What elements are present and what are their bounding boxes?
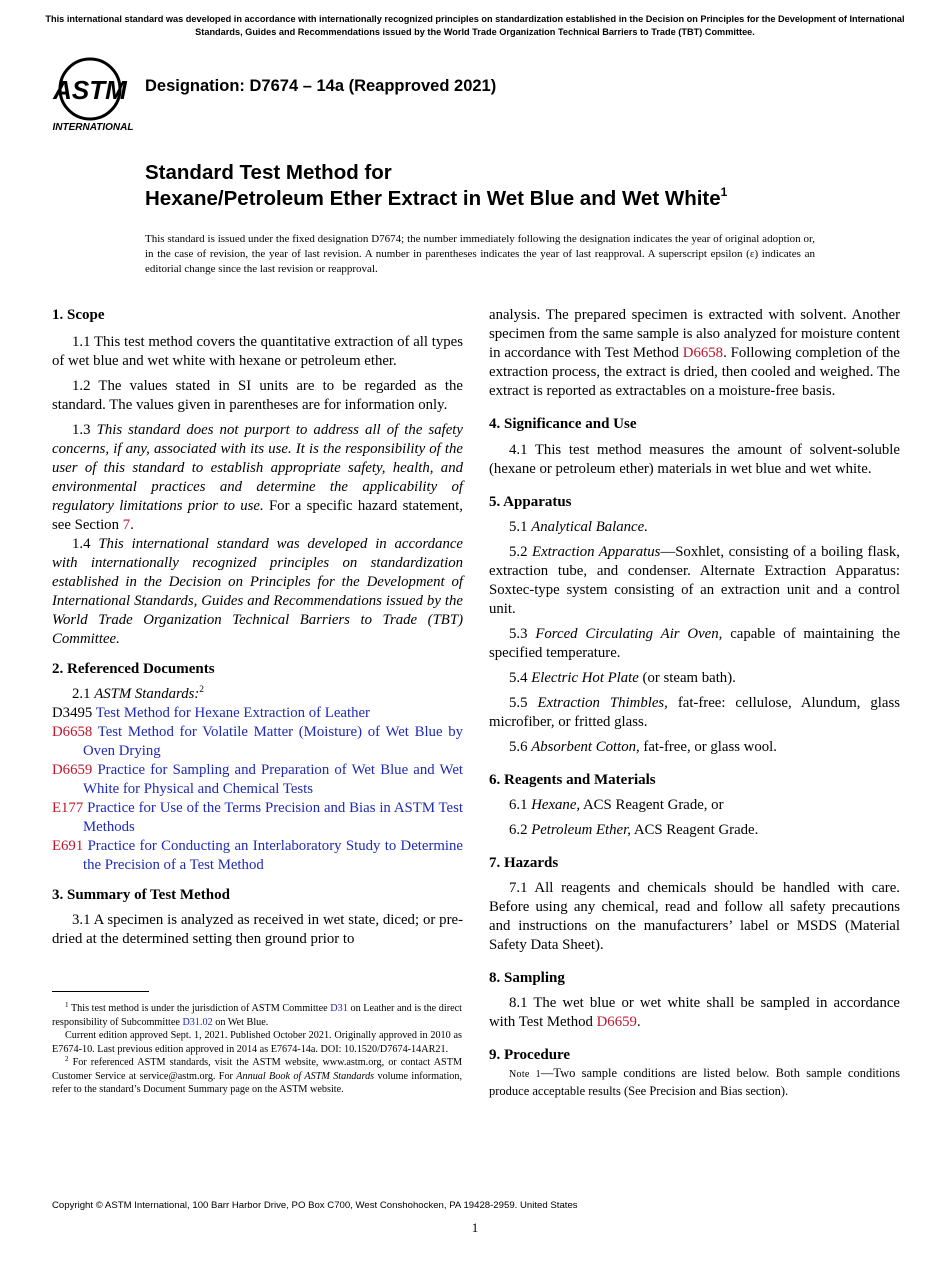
- para-3-1-cont: analysis. The prepared specimen is extracted with solvent. Another specimen from the same sample is also analyzed for moisture content in accordance with Test Method D6658. Following completion of the extraction process, the extract is dried, then cooled and weighed. The extract is reported as extractables on a moisture-free basis.: [489, 307, 900, 399]
- copyright: Copyright © ASTM International, 100 Barr Harbor Drive, PO Box C700, West Conshohocken, PA 19428-2959. United States: [52, 1200, 578, 1211]
- para-2-1: 2.1 ASTM Standards:$^2$: [72, 685, 205, 702]
- logo-text: ASTM: [53, 75, 127, 105]
- current-edition-note: Current edition approved Sept. 1, 2021. Published October 2021. Originally approved in 2010 as E7674-10. Last previous edition approved in 2014 as E7674-14a. DOI: 10.1520/D7674-14AR21.: [52, 1030, 462, 1055]
- footnotes: [52, 1002, 462, 1097]
- committee-d31-link[interactable]: D31: [330, 1003, 348, 1014]
- para-1-4: 1.4 This international standard was developed in accordance with internationally recognized principles on standardization established in the Decision on Principles for the Development of International Standards, Guides and Recommendations issued by the World Trade Organization Technical Barriers to Trade (TBT) Committee.: [52, 536, 463, 647]
- section-7-heading: 7. Hazards: [489, 855, 559, 871]
- ref-title-link[interactable]: Practice for Conducting an Interlaboratory Study to Determine the Precision of a Test Method: [83, 838, 463, 873]
- footnote-rule: [52, 991, 149, 992]
- para-3-1-start: 3.1 A specimen is analyzed as received in wet state, diced; or pre-dried at the determined setting then ground prior to: [52, 912, 463, 947]
- para-4-1: 4.1 This test method measures the amount of solvent-soluble (hexane or petroleum ether) materials in wet blue and wet white.: [489, 442, 900, 477]
- section-6-heading: 6. Reagents and Materials: [489, 772, 656, 788]
- ref-d6659: [52, 761, 463, 799]
- ref-title-link[interactable]: Practice for Use of the Terms Precision and Bias in ASTM Test Methods: [83, 800, 463, 835]
- top-notice: This international standard was developed in accordance with internationally recognized principles on standardization established in the Decision on Principles for the Development of International Standards, Guides and Recommendations issued by the World Trade Organization Technical Barriers to Trade (TBT) Committee.: [45, 14, 905, 37]
- para-5-5: 5.5 Extraction Thimbles, fat-free: cellulose, Alundum, glass microfiber, or fritted glass.: [489, 695, 900, 730]
- note-1: Note 1—Two sample conditions are listed below. Both sample conditions produce acceptable results (See Precision and Bias section).: [489, 1066, 900, 1098]
- title-line-2: Hexane/Petroleum Ether Extract in Wet Blue and Wet White$^1$: [145, 185, 728, 210]
- ref-code-link[interactable]: E177: [52, 800, 84, 816]
- para-1-3: 1.3 This standard does not purport to address all of the safety concerns, if any, associated with its use. It is the responsibility of the user of this standard to establish appropriate safety, health, and environmental practices and determine the applicability of regulatory limitations prior to use. For a specific hazard statement, see Section 7.: [52, 422, 463, 533]
- ref-d6658: [52, 723, 463, 761]
- ref-title-link[interactable]: Test Method for Hexane Extraction of Leather: [95, 705, 370, 721]
- ref-code-link[interactable]: E691: [52, 838, 84, 854]
- section-9-heading: 9. Procedure: [489, 1047, 571, 1063]
- section-3-heading: 3. Summary of Test Method: [52, 887, 230, 903]
- d6659-link[interactable]: D6659: [596, 1014, 637, 1030]
- ref-title-link[interactable]: Test Method for Volatile Matter (Moisture) of Wet Blue by Oven Drying: [83, 724, 464, 759]
- page-title: [145, 160, 727, 212]
- ref-code-link[interactable]: D6658: [52, 724, 93, 740]
- ref-e691: [52, 837, 463, 875]
- section-4-heading: 4. Significance and Use: [489, 416, 637, 432]
- para-1-2: 1.2 The values stated in SI units are to be regarded as the standard. The values given in parentheses are for information only.: [52, 378, 463, 413]
- para-1-1: 1.1 This test method covers the quantitative extraction of all types of wet blue and wet white with hexane or petroleum ether.: [52, 334, 463, 369]
- para-6-2: 6.2 Petroleum Ether, ACS Reagent Grade.: [509, 822, 759, 838]
- astm-logo: [52, 56, 136, 134]
- section-2-heading: 2. Referenced Documents: [52, 661, 215, 677]
- designation: Designation: D7674 – 14a (Reapproved 2021): [145, 77, 497, 95]
- para-7-1: 7.1 All reagents and chemicals should be handled with care. Before using any chemical, read and follow all safety precautions and instructions on the manufacturers’ label or MSDS (Material Safety Data Sheet).: [489, 880, 900, 953]
- ref-e177: [52, 799, 463, 837]
- issued-note: This standard is issued under the fixed designation D7674; the number immediately following the designation indicates the year of original adoption or, in the case of revision, the year of last revision. A number in parentheses indicates the year of last reapproval. A superscript epsilon (ε) indicates an editorial change since the last revision or reapproval.: [145, 233, 815, 275]
- para-6-1: 6.1 Hexane, ACS Reagent Grade, or: [509, 797, 724, 813]
- para-5-6: 5.6 Absorbent Cotton, fat-free, or glass wool.: [509, 739, 777, 755]
- footnote-2: $^2$ For referenced ASTM standards, visit the ASTM website, www.astm.org, or contact ASTM Customer Service at service@astm.org. For Annual Book of ASTM Standards volume information, refer to the standard’s Document Summary page on the ASTM website.: [52, 1055, 463, 1095]
- section-5-heading: 5. Apparatus: [489, 494, 572, 510]
- para-5-4: 5.4 Electric Hot Plate (or steam bath).: [509, 670, 736, 686]
- para-5-1: 5.1 Analytical Balance.: [509, 519, 648, 535]
- ref-d3495: [52, 704, 463, 723]
- note-label: Note 1: [509, 1069, 541, 1080]
- title-line-1: Standard Test Method for: [145, 161, 392, 184]
- footnote-1: $^1$ This test method is under the jurisdiction of ASTM Committee D31 on Leather and is the direct responsibility of Subcommittee D31.02 on Wet Blue.: [52, 1001, 462, 1028]
- d6658-link[interactable]: D6658: [682, 345, 724, 361]
- para-8-1: 8.1 The wet blue or wet white shall be sampled in accordance with Test Method D6659.: [489, 995, 900, 1030]
- section-1-heading: 1. Scope: [52, 307, 105, 323]
- section-8-heading: 8. Sampling: [489, 970, 565, 986]
- left-column: [52, 306, 463, 949]
- subcommittee-d3102-link[interactable]: D31.02: [182, 1016, 213, 1028]
- section-7-link[interactable]: 7: [122, 517, 131, 533]
- ref-code-link[interactable]: D6659: [52, 762, 93, 778]
- para-5-2: 5.2 Extraction Apparatus—Soxhlet, consisting of a boiling flask, extraction tube, and condenser. Alternate Extraction Apparatus: Soxtec-type system consisting of an extraction unit and a control unit.: [489, 544, 900, 617]
- logo-subtext: INTERNATIONAL: [52, 122, 134, 133]
- title-footnote-mark[interactable]: 1: [720, 185, 728, 199]
- para-5-3: 5.3 Forced Circulating Air Oven, capable of maintaining the specified temperature.: [489, 626, 901, 661]
- page-number: 1: [471, 1220, 479, 1235]
- ref-code: D3495: [52, 705, 93, 721]
- right-column: [489, 306, 900, 1100]
- ref-title-link[interactable]: Practice for Sampling and Preparation of Wet Blue and Wet White for Physical and Chemical Tests: [83, 762, 463, 797]
